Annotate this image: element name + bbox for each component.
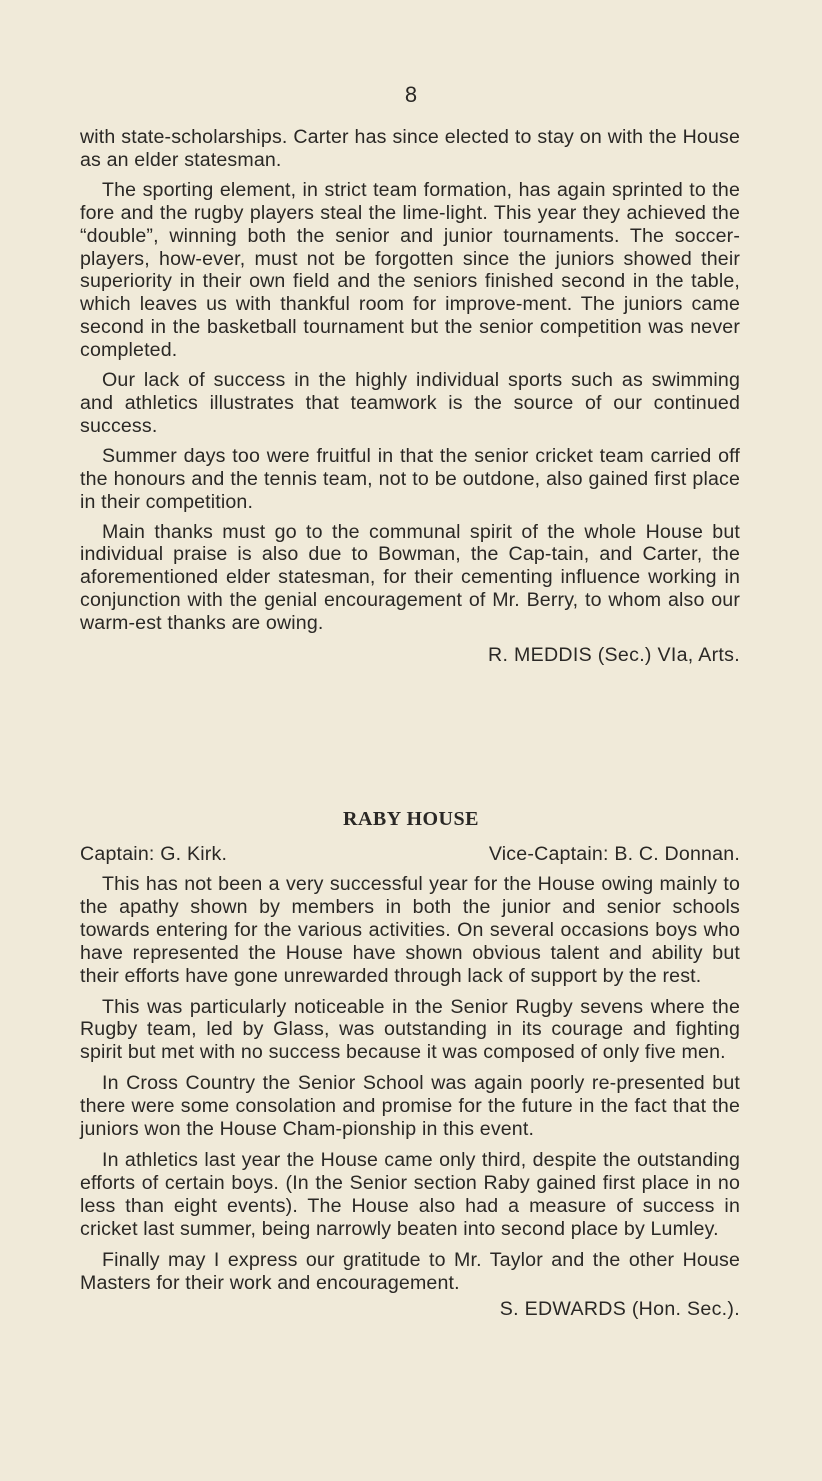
page-number: 8 (404, 82, 418, 107)
paragraph: This was particularly noticeable in the Senior Rugby sevens where the Rugby team, led by Glass, was outstanding in its courage and fighting spirit but met with no success because it was composed of only five men. (80, 995, 740, 1064)
signature: R. MEDDIS (Sec.) VIa, Arts. (488, 644, 740, 667)
paragraph: The sporting element, in strict team formation, has again sprinted to the fore and the rugby players steal the lime-light. This year they achieved the “double”, winning both the senior and junior tournaments. The soccer-players, how-ever, must not be forgotten since the juniors showed their superiority in their own field and the seniors finished second in the table, which leaves us with thankful room for improve-ment. The juniors came second in the basketball tournament but the senior competition was never completed. (80, 178, 740, 362)
officers-line (80, 843, 740, 866)
vice-captain: Vice-Captain: B. C. Donnan. (488, 843, 740, 865)
section-house-report (80, 126, 740, 667)
paragraph: Main thanks must go to the communal spirit of the whole House but individual praise is also due to Bowman, the Cap-tain, and Carter, the aforementioned elder statesman, for their cementing influence working in conjunction with the genial encouragement of Mr. Berry, to whom also our warm-est thanks are owing. (80, 520, 740, 635)
paragraph: with state-scholarships. Carter has since elected to stay on with the House as an elder statesman. (80, 126, 740, 171)
paragraph: In Cross Country the Senior School was again poorly re-presented but there were some consolation and promise for the future in the fact that the juniors won the House Cham-pionship in this event. (80, 1072, 740, 1141)
paragraph: In athletics last year the House came only third, despite the outstanding efforts of certain boys. (In the Senior section Raby gained first place in no less than eight events). The House also had a measure of success in cricket last summer, being narrowly beaten into second place by Lumley. (80, 1148, 740, 1240)
paragraph: Summer days too were fruitful in that the senior cricket team carried off the honours and the tennis team, not to be outdone, also gained first place in their competition. (80, 444, 740, 513)
paragraph: Our lack of success in the highly individual sports such as swimming and athletics illustrates that teamwork is the source of our continued success. (80, 369, 740, 437)
paragraph: Finally may I express our gratitude to Mr. Taylor and the other House Masters for their work and encouragement. (80, 1248, 740, 1294)
paragraph: This has not been a very successful year for the House owing mainly to the apathy shown by members in both the junior and senior schools towards entering for the various activities. On several occasions boys who have represented the House have shown obvious talent and ability but their efforts have gone unrewarded through lack of support by the rest. (80, 873, 740, 987)
captain: Captain: G. Kirk. (80, 843, 228, 865)
signature: S. EDWARDS (Hon. Sec.). (499, 1298, 740, 1321)
section-heading: RABY HOUSE (343, 808, 479, 830)
section-raby-house (80, 843, 740, 1321)
